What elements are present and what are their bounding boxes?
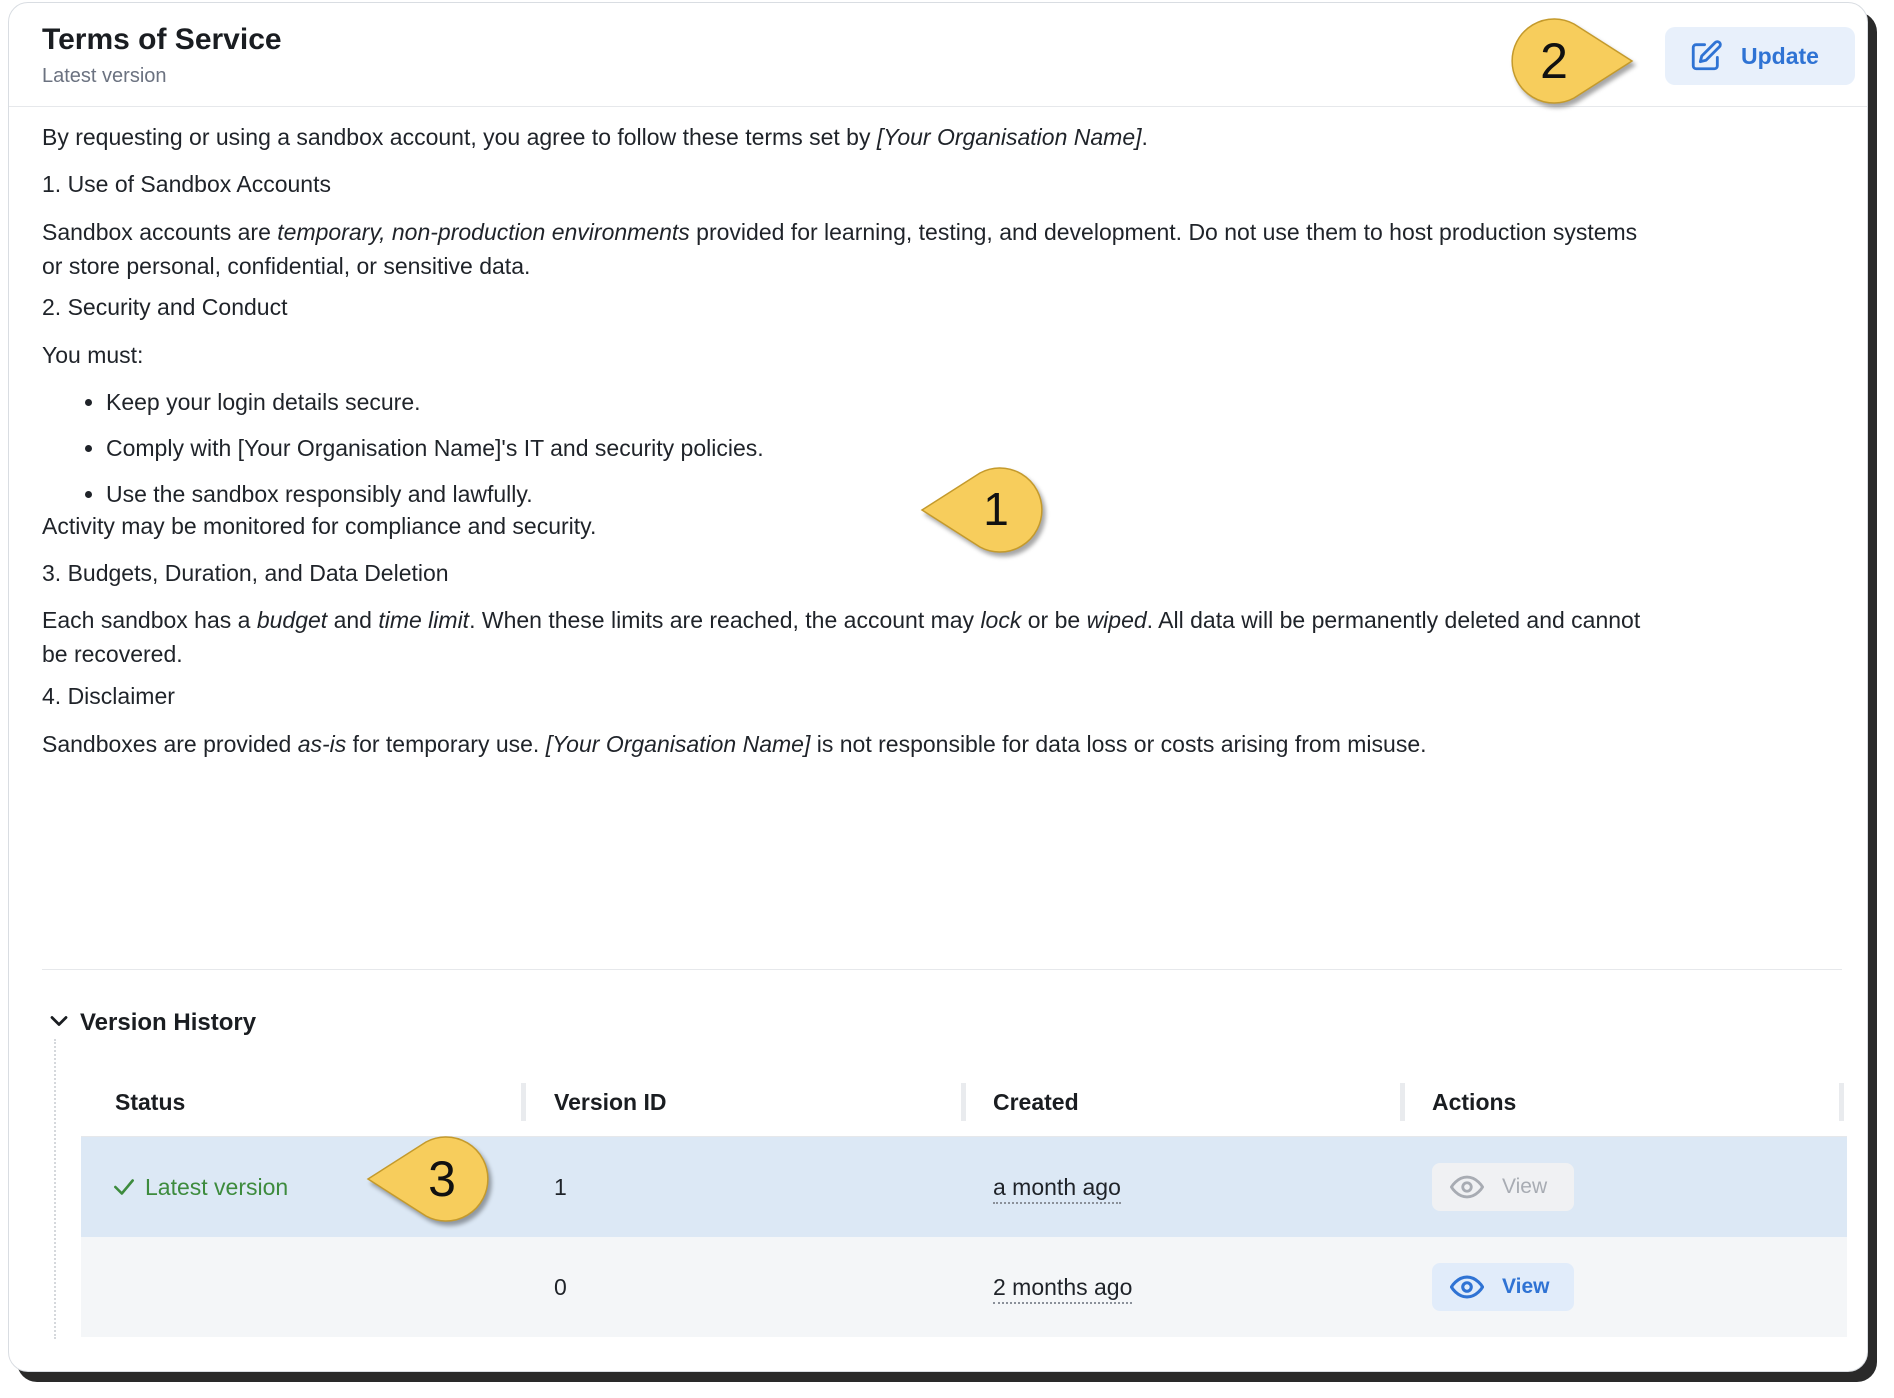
view-button bbox=[1432, 1163, 1574, 1211]
status-label: Latest version bbox=[145, 1174, 289, 1200]
you-must-text: You must: bbox=[42, 342, 144, 368]
section-2-heading: 2. Security and Conduct bbox=[42, 294, 288, 320]
column-header-actions: Actions bbox=[1432, 1089, 1517, 1115]
view-button-label: View bbox=[1502, 1175, 1548, 1198]
table-header bbox=[81, 1067, 1847, 1137]
column-resizer[interactable] bbox=[1839, 1083, 1844, 1121]
version-history-title: Version History bbox=[80, 1009, 257, 1036]
callout-3 bbox=[364, 1134, 494, 1229]
version-id-cell: 0 bbox=[554, 1274, 567, 1300]
created-cell bbox=[993, 1137, 1121, 1237]
callout-number: 3 bbox=[428, 1151, 456, 1207]
chevron-down-icon bbox=[45, 1007, 73, 1035]
section-1-heading: 1. Use of Sandbox Accounts bbox=[42, 171, 331, 197]
page-title: Terms of Service bbox=[42, 23, 282, 56]
eye-icon bbox=[1450, 1270, 1484, 1304]
terms-card bbox=[8, 2, 1868, 1372]
status-badge bbox=[111, 1137, 288, 1237]
view-button[interactable] bbox=[1432, 1263, 1574, 1311]
status-cell bbox=[111, 1137, 288, 1237]
edit-icon bbox=[1689, 39, 1723, 73]
column-header-status: Status bbox=[115, 1089, 186, 1115]
page-subtitle: Latest version bbox=[42, 65, 167, 87]
relative-time[interactable]: a month ago bbox=[993, 1174, 1121, 1204]
list-item: Keep your login details secure. bbox=[106, 385, 764, 431]
section-4-paragraph: Sandboxes are provided as-is for temporary use. [Your Organisation Name] is not responsible for data loss or costs arising from misuse. bbox=[42, 731, 1427, 757]
column-resizer[interactable] bbox=[961, 1083, 966, 1121]
version-history-toggle[interactable] bbox=[45, 1007, 73, 1035]
eye-icon bbox=[1450, 1170, 1484, 1204]
monitoring-text: Activity may be monitored for compliance and security. bbox=[42, 513, 597, 539]
checkmark-icon bbox=[111, 1174, 137, 1200]
list-item: Use the sandbox responsibly and lawfully. bbox=[106, 477, 764, 523]
version-history-table bbox=[81, 1067, 1847, 1337]
callout-1 bbox=[918, 465, 1048, 560]
section-3-heading: 3. Budgets, Duration, and Data Deletion bbox=[42, 560, 449, 586]
requirements-list bbox=[106, 385, 764, 523]
callout-number: 2 bbox=[1540, 33, 1568, 89]
version-id-cell: 1 bbox=[554, 1174, 567, 1200]
callout-number: 1 bbox=[983, 483, 1009, 535]
section-1-paragraph: Sandbox accounts are temporary, non-production environments provided for learning, testing, and development. Do not use them to host production systems or store personal, confidential, or sensitive data. bbox=[42, 219, 1638, 279]
column-resizer[interactable] bbox=[521, 1083, 526, 1121]
tree-guide-line bbox=[54, 1039, 56, 1339]
update-button[interactable] bbox=[1665, 27, 1855, 85]
section-4-heading: 4. Disclaimer bbox=[42, 683, 175, 709]
callout-2 bbox=[1506, 16, 1636, 111]
table-row[interactable] bbox=[81, 1237, 1847, 1337]
section-3-paragraph: Each sandbox has a budget and time limit. When these limits are reached, the account may lock or be wiped. All data will be permanently deleted and cannot be recovered. bbox=[42, 607, 1641, 667]
created-cell bbox=[993, 1237, 1132, 1337]
column-header-version-id: Version ID bbox=[554, 1089, 667, 1115]
section-divider bbox=[42, 969, 1842, 970]
column-header-created: Created bbox=[993, 1089, 1079, 1115]
relative-time[interactable]: 2 months ago bbox=[993, 1274, 1132, 1304]
view-button-label: View bbox=[1502, 1275, 1550, 1298]
intro-paragraph: By requesting or using a sandbox account, you agree to follow these terms set by [Your Organisation Name]. bbox=[42, 124, 1148, 150]
column-resizer[interactable] bbox=[1400, 1083, 1405, 1121]
list-item: Comply with [Your Organisation Name]'s IT and security policies. bbox=[106, 431, 764, 477]
table-row[interactable] bbox=[81, 1137, 1847, 1237]
update-button-label: Update bbox=[1741, 42, 1819, 69]
